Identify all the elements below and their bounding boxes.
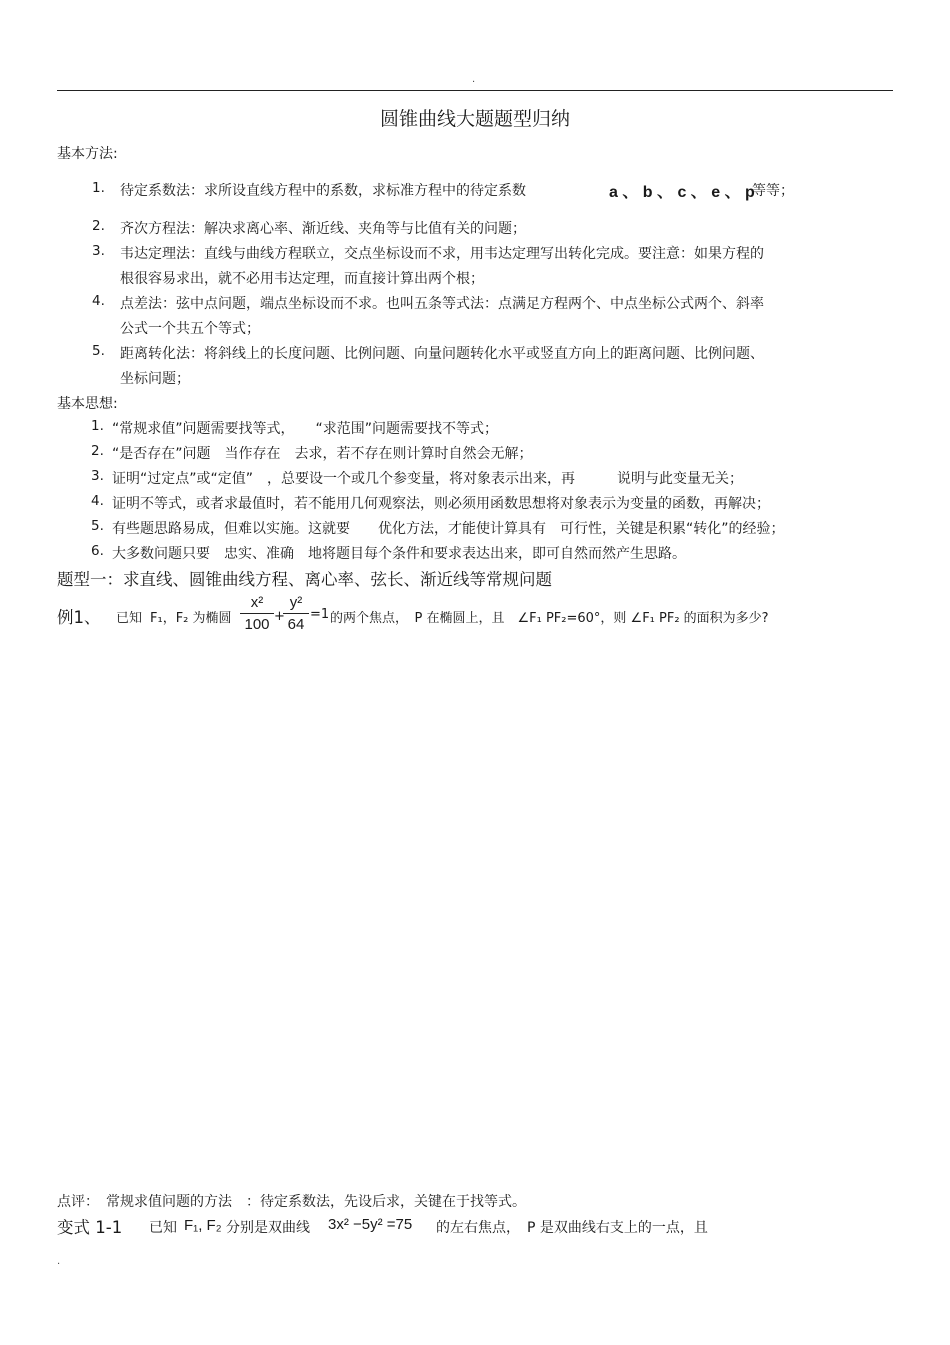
fraction-denominator: 64 [287,616,305,633]
example-text-post: 的两个焦点， P 在椭圆上，且 ∠F₁ PF₂=60°，则 ∠F₁ PF₂ 的面积为多少? [330,611,769,626]
hyperbola-equation: 3x² −5y² =75 [328,1216,413,1233]
fraction-numerator: y² [283,593,309,614]
variant-text-post: 的左右焦点， P 是双曲线右支上的一点，且 [436,1220,708,1236]
idea-line: 大多数问题只要 忠实、准确 地将题目每个条件和要求表达出来，即可自然而然产生思路。 [112,546,686,562]
method-tail: 等等； [752,183,794,199]
method-line: 齐次方程法：解决求离心率、渐近线、夹角等与比值有关的问题； [120,221,526,237]
variant-label: 变式 1-1 [57,1218,123,1237]
idea-line: “常规求值”问题需要找等式， “求范围”问题需要找不等式； [112,421,499,437]
variant-foci: F₁, F₂ [184,1217,222,1234]
method-line: 待定系数法：求所设直线方程中的系数，求标准方程中的待定系数 [120,183,526,199]
ellipse-fraction-x [240,593,274,636]
idea-num: 2. [91,443,104,459]
method-line: 坐标问题； [120,371,190,387]
header-dot: . [472,74,476,85]
idea-line: “是否存在”问题 当作存在 去求，若不存在则计算时自然会无解； [112,446,533,462]
method-line: 根很容易求出，就不必用韦达定理，而直接计算出两个根； [120,271,484,287]
method-line: 距离转化法：将斜线上的长度问题、比例问题、向量问题转化水平或竖直方向上的距离问题、比例问题、 [120,346,764,362]
variant-text-pre: 已知 [149,1220,177,1236]
ideas-heading: 基本思想: [57,396,118,412]
example-text-pre: 已知 [116,611,143,626]
ellipse-fraction-y [283,593,309,636]
header-rule [57,90,893,91]
comment-text: 点评： 常规求值问题的方法 ：待定系数法，先设后求，关键在于找等式。 [57,1194,526,1210]
method-line: 公式一个共五个等式； [120,321,260,337]
idea-num: 3. [91,468,104,484]
variant-text-mid: 分别是双曲线 [226,1220,310,1236]
page-title: 圆锥曲线大题题型归纳 [379,108,570,130]
idea-line: 有些题思路易成，但难以实施。这就要 优化方法，才能使计算具有 可行性，关键是积累“转化”的经验； [112,521,785,537]
fraction-denominator: 100 [244,616,270,633]
method-line: 韦达定理法：直线与曲线方程联立，交点坐标设而不求，用韦达定理写出转化完成。要注意：如果方程的 [120,246,764,262]
method-num: 5. [92,343,105,359]
method-num: 4. [92,293,105,309]
example-label: 例1、 [57,608,101,627]
methods-heading: 基本方法: [57,146,118,162]
example-foci: F₁，F₂ 为椭圆 [150,611,232,626]
idea-line: 证明不等式，或者求最值时，若不能用几何观察法，则必须用函数思想将对象表示为变量的函数，再解决； [112,496,770,512]
method-num: 2. [92,218,105,234]
equals-one: =1 [310,607,330,622]
fraction-numerator: x² [240,593,274,614]
type1-heading: 题型一：求直线、圆锥曲线方程、离心率、弦长、渐近线等常规问题 [57,570,552,589]
method-num: 1. [92,180,105,196]
idea-num: 1. [91,418,104,434]
plus-sign: + [274,609,285,624]
method-num: 3. [92,243,105,259]
method-vars: a 、 b 、 c 、 e 、 p [609,184,755,201]
idea-num: 4. [91,493,104,509]
footer-dot: . [57,1256,61,1267]
idea-line: 证明“过定点”或“定值” ，总要设一个或几个参变量，将对象表示出来，再 说明与此变量无关； [112,471,744,487]
idea-num: 6. [91,543,104,559]
idea-num: 5. [91,518,104,534]
method-line: 点差法：弦中点问题，端点坐标设而不求。也叫五条等式法：点满足方程两个、中点坐标公式两个、斜率 [120,296,764,312]
